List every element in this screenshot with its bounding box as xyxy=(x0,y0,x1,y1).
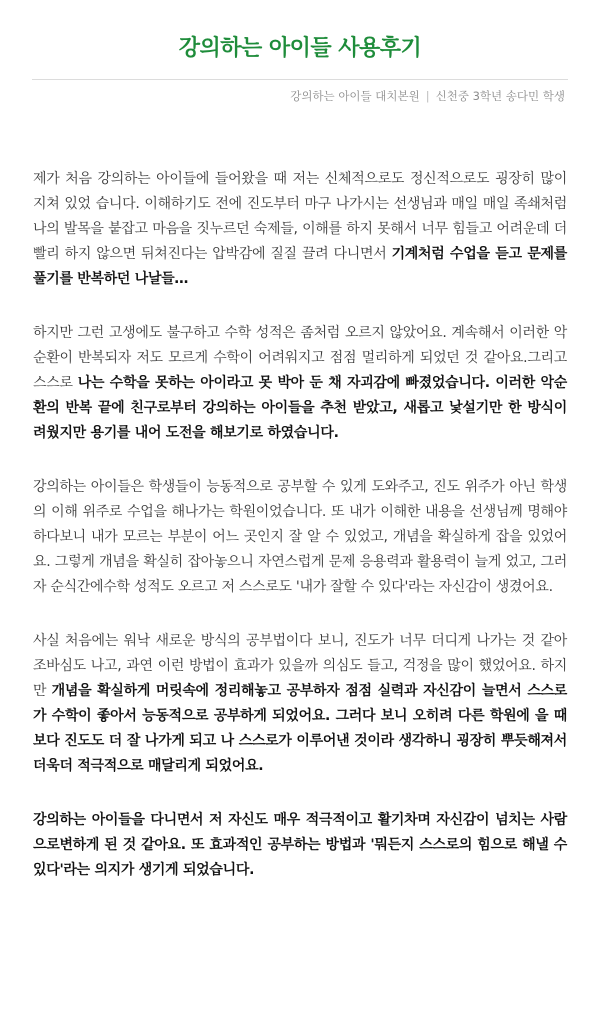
byline-separator: | xyxy=(425,89,430,103)
paragraph-3 xyxy=(33,475,567,600)
paragraph-4 xyxy=(33,629,567,779)
review-body xyxy=(33,167,567,883)
author-name: 신천중 3학년 송다민 학생 xyxy=(435,89,565,103)
paragraph-emphasis: 개념을 확실하게 머릿속에 정리해놓고 공부하자 점점 실력과 자신감이 늘면서 스스로가 수학이 좋아서 능동적으로 공부하게 되었어요. 그러다 보니 오히려 다른 학원에 을 때보다 진도도 더 잘 나가게 되고 나 스스로가 이루어낸 것이라 생각하니 굉장히 뿌듯해져서 더욱더 적극적으로 매달리게 되었어요. xyxy=(33,683,567,774)
paragraph-emphasis: 기계처럼 수업을 듣고 문제를 풀기를 반복하던 나날들… xyxy=(33,246,567,287)
paragraph-emphasis: 강의하는 아이들을 다니면서 저 자신도 매우 적극적이고 활기차며 자신감이 넘치는 사람으로변하게 된 것 같아요. 또 효과적인 공부하는 방법과 '뭐든지 스스로의 힘으로 해낼 수 있다'라는 의지가 생기게 되었습니다. xyxy=(33,812,567,878)
paragraph-text: 강의하는 아이들은 학생들이 능동적으로 공부할 수 있게 도와주고, 진도 위주가 아닌 학생의 이해 위주로 수업을 해나가는 학원이었습니다. 또 내가 이해한 내용을 선생님께 명해야 하다보니 내가 모르는 부분이 어느 곳인지 잘 알 수 있었고, 개념을 확실하게 잡을 있었어요. 그렇게 개념을 확실히 잡아놓으니 자연스럽게 문제 응용력과 활용력이 늘게 었고, 그러자 순식간에수학 성적도 오르고 저 스스로도 '내가 잘할 수 있다'라는 자신감이 생겼어요. xyxy=(33,479,567,595)
paragraph-emphasis: 나는 수학을 못하는 아이라고 못 박아 둔 채 자괴감에 빠졌었습니다. 이러한 악순환의 반복 끝에 친구로부터 강의하는 아이들을 추천 받았고, 새롭고 낯설기만 한 방식이 려웠지만 용기를 내어 도전을 해보기로 하였습니다. xyxy=(33,375,567,441)
paragraph-text: 제가 처음 강의하는 아이들에 들어왔을 때 저는 신체적으로도 정신적으로도 굉장히 많이 지쳐 있었 습니다. 이해하기도 전에 진도부터 마구 나가시는 선생님과 매일 매일 족쇄처럼 나의 발목을 붙잡고 마음을 짓누르던 숙제들, 이해를 하지 못해서 너무 힘들고 어려운데 더 빨리 하지 않으면 뒤쳐진다는 압박감에 질질 끌려 다니면서 xyxy=(33,171,567,262)
branch-name: 강의하는 아이들 대치본원 xyxy=(290,89,420,103)
paragraph-text: 사실 처음에는 워낙 새로운 방식의 공부법이다 보니, 진도가 너무 더디게 나가는 것 같아 조바심도 나고, 과연 이런 방법이 효과가 있을까 의심도 들고, 걱정을 많이 했었어요. 하지만 xyxy=(33,633,567,699)
title-divider xyxy=(32,79,568,80)
paragraph-text: 하지만 그런 고생에도 불구하고 수학 성적은 좀처럼 오르지 않았어요. 계속해서 이러한 악순환이 반복되자 저도 모르게 수학이 어려워지고 점점 멀리하게 되었던 것 같아요.그리고 스스로 xyxy=(33,325,567,391)
page-title: 강의하는 아이들 사용후기 xyxy=(178,36,422,61)
byline xyxy=(0,87,565,105)
paragraph-1 xyxy=(33,167,567,292)
paragraph-2 xyxy=(33,321,567,446)
paragraph-5 xyxy=(33,808,567,883)
